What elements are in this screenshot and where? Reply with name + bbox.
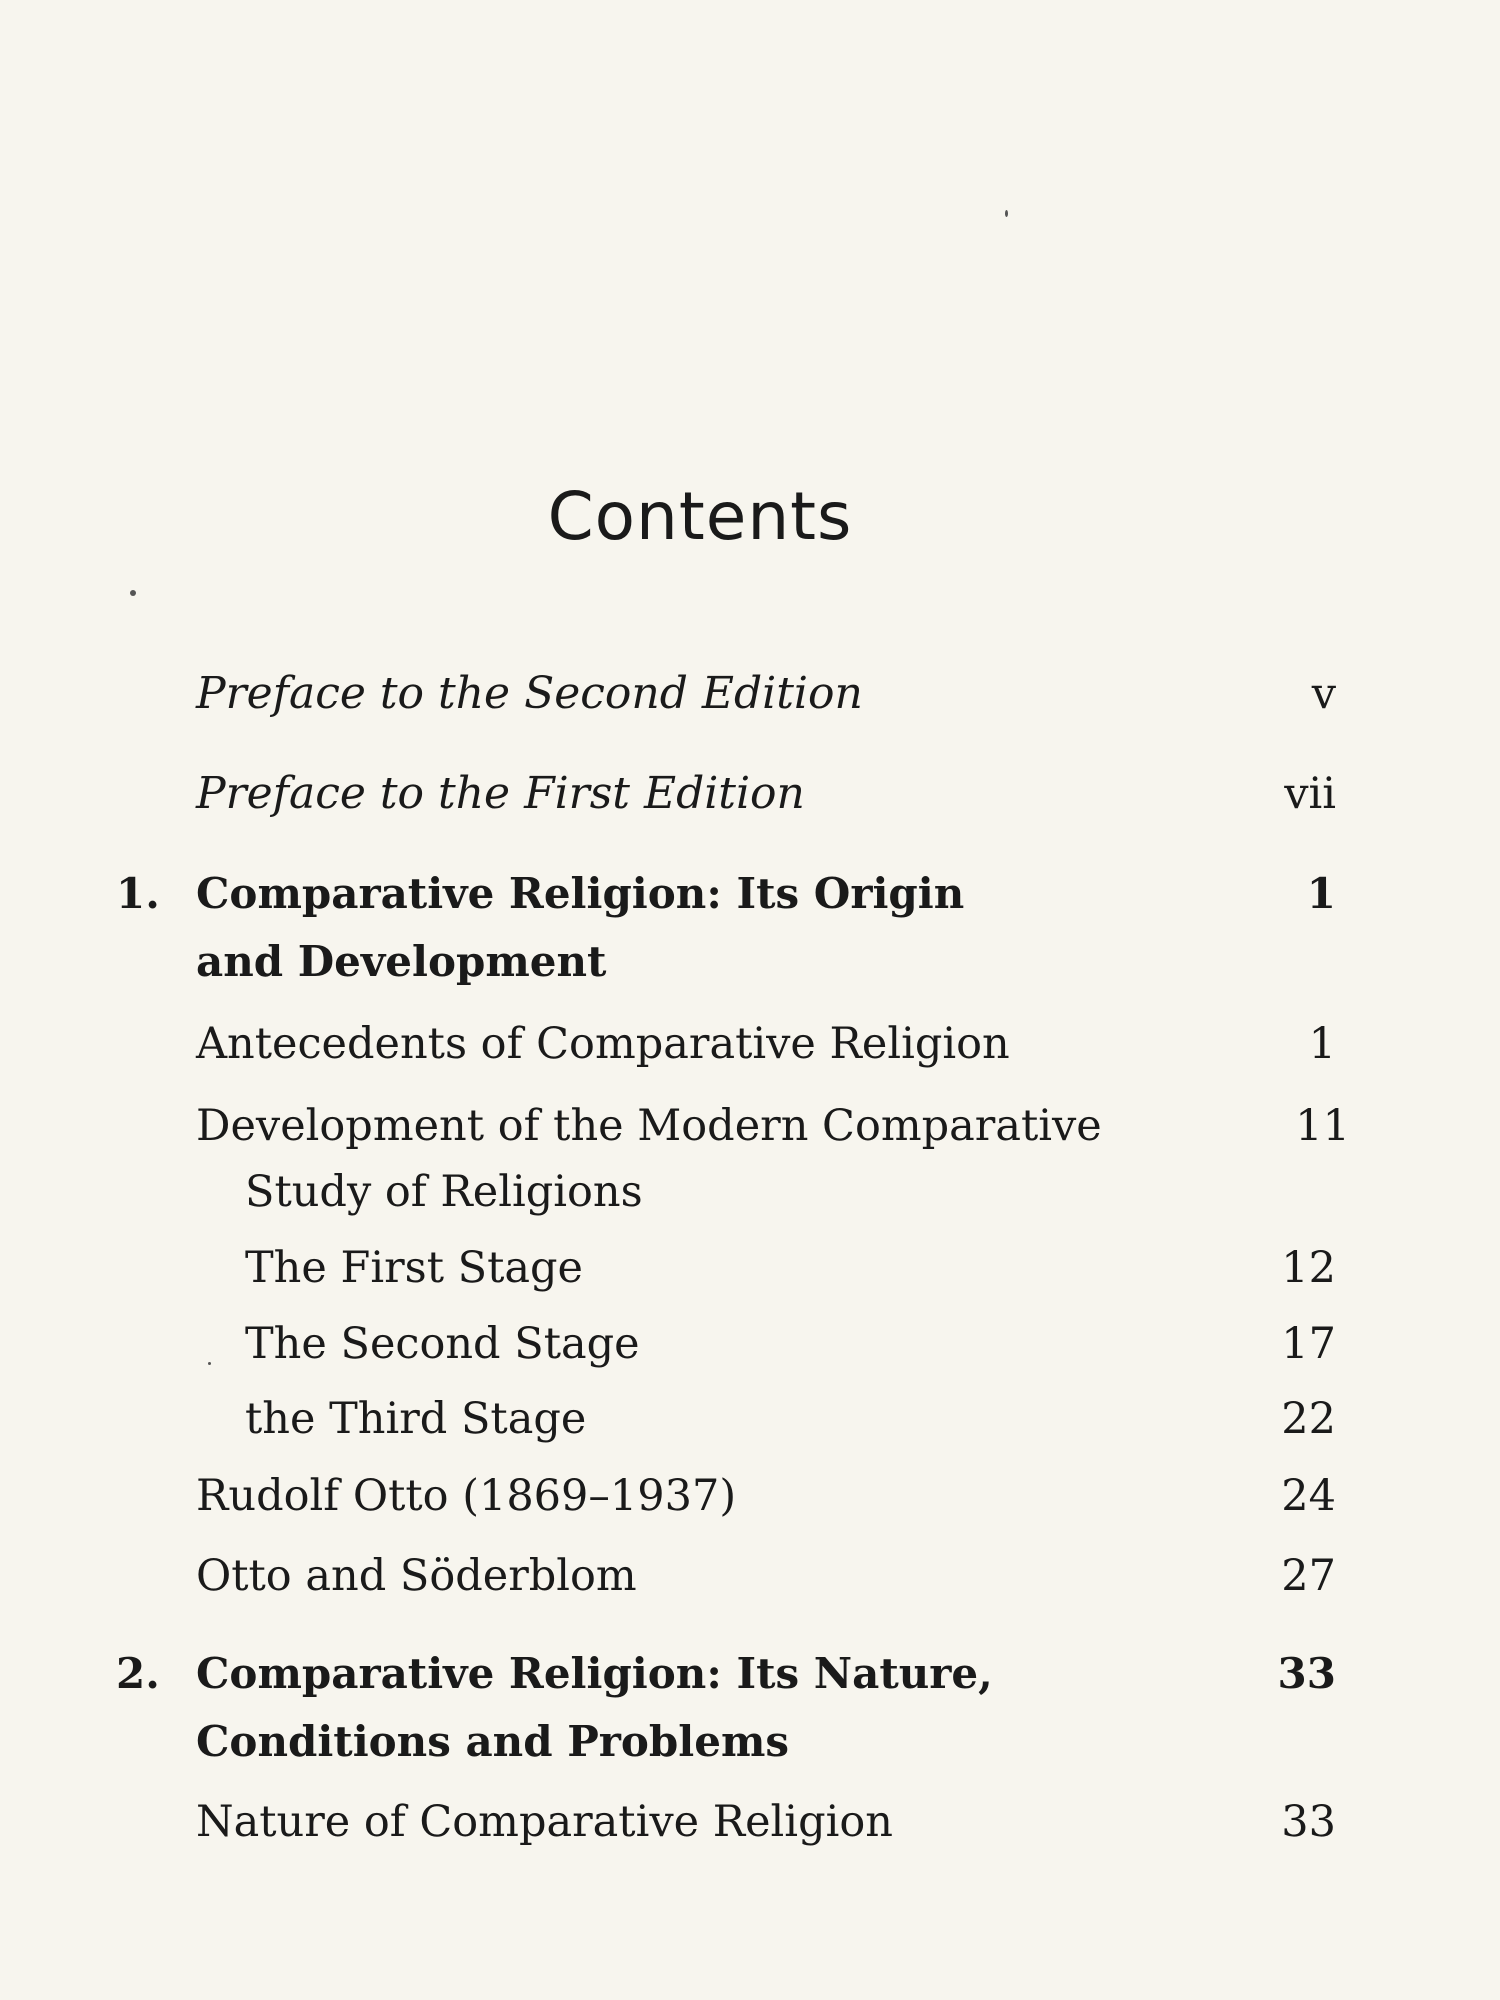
scan-speck	[208, 1362, 211, 1365]
entry-title: Rudolf Otto (1869–1937)	[196, 1471, 737, 1521]
entry-title: The First Stage	[245, 1243, 583, 1293]
entry-page: 27	[1281, 1551, 1336, 1601]
entry-page: 17	[1281, 1319, 1336, 1369]
entry-title: Otto and Söderblom	[196, 1551, 637, 1601]
entry-page: v	[1311, 669, 1336, 719]
entry-page: 33	[1281, 1797, 1336, 1847]
entry-title: Antecedents of Comparative Religion	[196, 1019, 1010, 1069]
scan-speck	[130, 590, 136, 596]
entry-page: 11	[1295, 1101, 1350, 1151]
chapter-number: 1.	[116, 869, 160, 918]
entry-title: The Second Stage	[245, 1319, 640, 1369]
chapter-number: 2.	[116, 1649, 160, 1698]
entry-page: 1	[1306, 869, 1336, 918]
entry-title: the Third Stage	[245, 1394, 587, 1444]
entry-page: 22	[1281, 1394, 1336, 1444]
entry-page: 33	[1277, 1649, 1336, 1698]
entry-page: 1	[1308, 1019, 1336, 1069]
chapter-title-line-1: Comparative Religion: Its Origin	[196, 869, 965, 918]
entry-title: Nature of Comparative Religion	[196, 1797, 893, 1847]
scan-speck	[1005, 210, 1008, 217]
entry-title-line-2: Study of Religions	[245, 1167, 643, 1217]
entry-title: Preface to the Second Edition	[196, 668, 863, 719]
entry-title: Preface to the First Edition	[196, 768, 805, 819]
chapter-title-line-2: Conditions and Problems	[196, 1717, 790, 1766]
entry-title-line-1: Development of the Modern Comparative	[196, 1101, 1102, 1151]
chapter-title-line-1: Comparative Religion: Its Nature,	[196, 1649, 993, 1698]
chapter-title-line-2: and Development	[196, 937, 607, 986]
entry-page: vii	[1284, 769, 1336, 819]
entry-page: 12	[1281, 1243, 1336, 1293]
entry-page: 24	[1281, 1471, 1336, 1521]
page-title: Contents	[547, 478, 853, 555]
